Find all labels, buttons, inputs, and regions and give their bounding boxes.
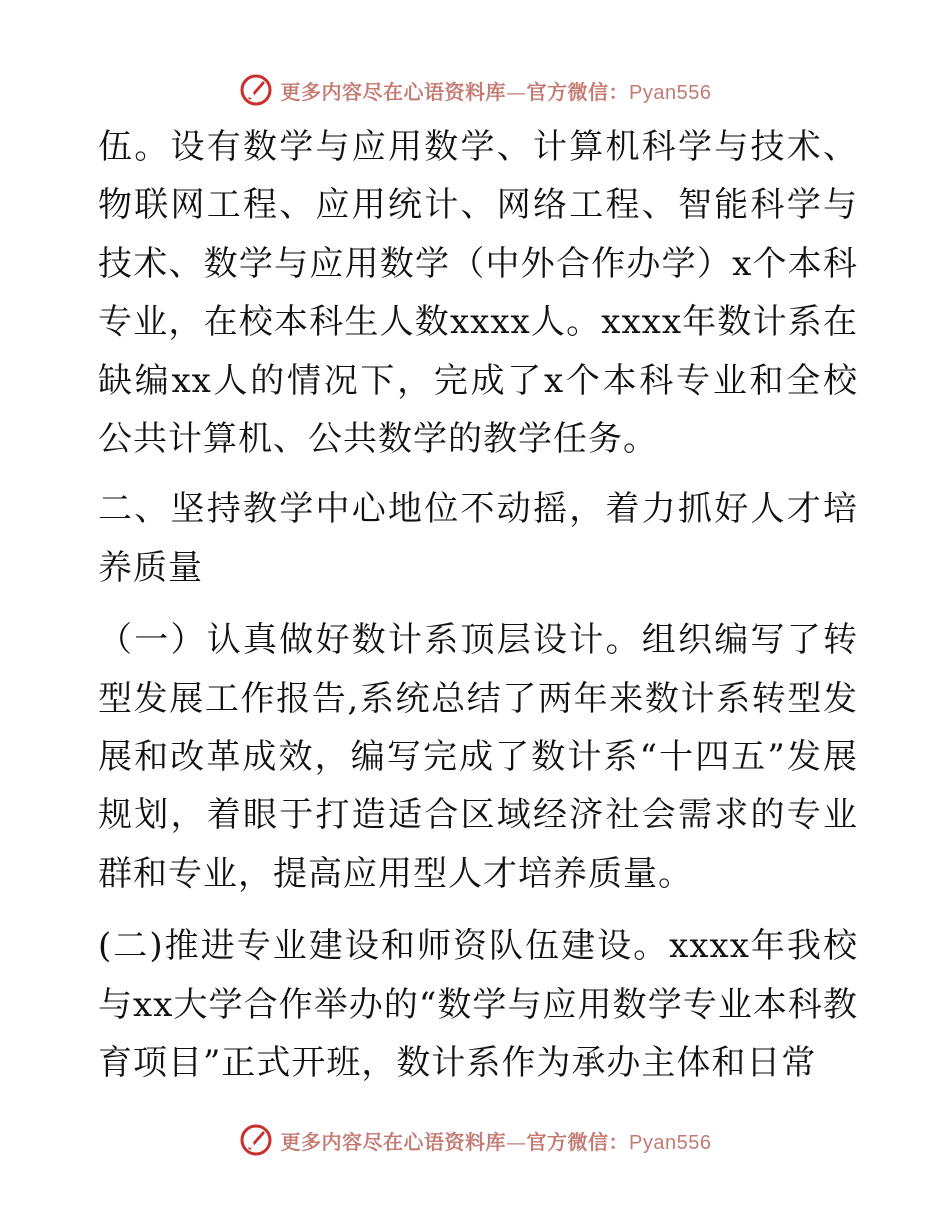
watermark-site-text: 更多内容尽在心语资料库	[280, 1129, 507, 1154]
watermark-wechat-id: Pyan556	[629, 1131, 712, 1154]
paragraph-1: 伍。设有数学与应用数学、计算机科学与技术、物联网工程、应用统计、网络工程、智能科学与技术、数学与应用数学（中外合作办学）x个本科专业，在校本科生人数xxxx人。xxxx年数计系在缺编xx人的情况下，完成了x个本科专业和全校公共计算机、公共数学的教学任务。	[98, 127, 858, 460]
document-body	[98, 118, 858, 1093]
header-watermark	[0, 70, 950, 110]
watermark-text	[281, 76, 712, 105]
quill-circle-icon	[239, 1123, 273, 1157]
watermark-official-label: 官方微信：	[526, 1129, 630, 1154]
watermark-text	[281, 1126, 712, 1155]
footer-watermark	[0, 1120, 950, 1160]
watermark-official-label: 官方微信：	[526, 79, 630, 104]
paragraph-2: （一）认真做好数计系顶层设计。组织编写了转型发展工作报告,系统总结了两年来数计系转型发展和改革成效，编写完成了数计系“十四五”发展规划，着眼于打造适合区域经济社会需求的专业群和专业，提高应用型人才培养质量。	[98, 620, 858, 894]
section-heading: 二、坚持教学中心地位不动摇，着力抓好人才培养质量	[98, 489, 858, 588]
watermark-site-text: 更多内容尽在心语资料库	[280, 79, 507, 104]
paragraph-3: (二)推进专业建设和师资队伍建设。xxxx年我校与xx大学合作举办的“数学与应用数学专业本科教育项目”正式开班，数计系作为承办主体和日常	[98, 926, 858, 1084]
quill-circle-icon	[239, 73, 273, 107]
watermark-separator: —	[506, 1129, 527, 1154]
watermark-wechat-id: Pyan556	[629, 81, 712, 104]
watermark-separator: —	[506, 79, 527, 104]
